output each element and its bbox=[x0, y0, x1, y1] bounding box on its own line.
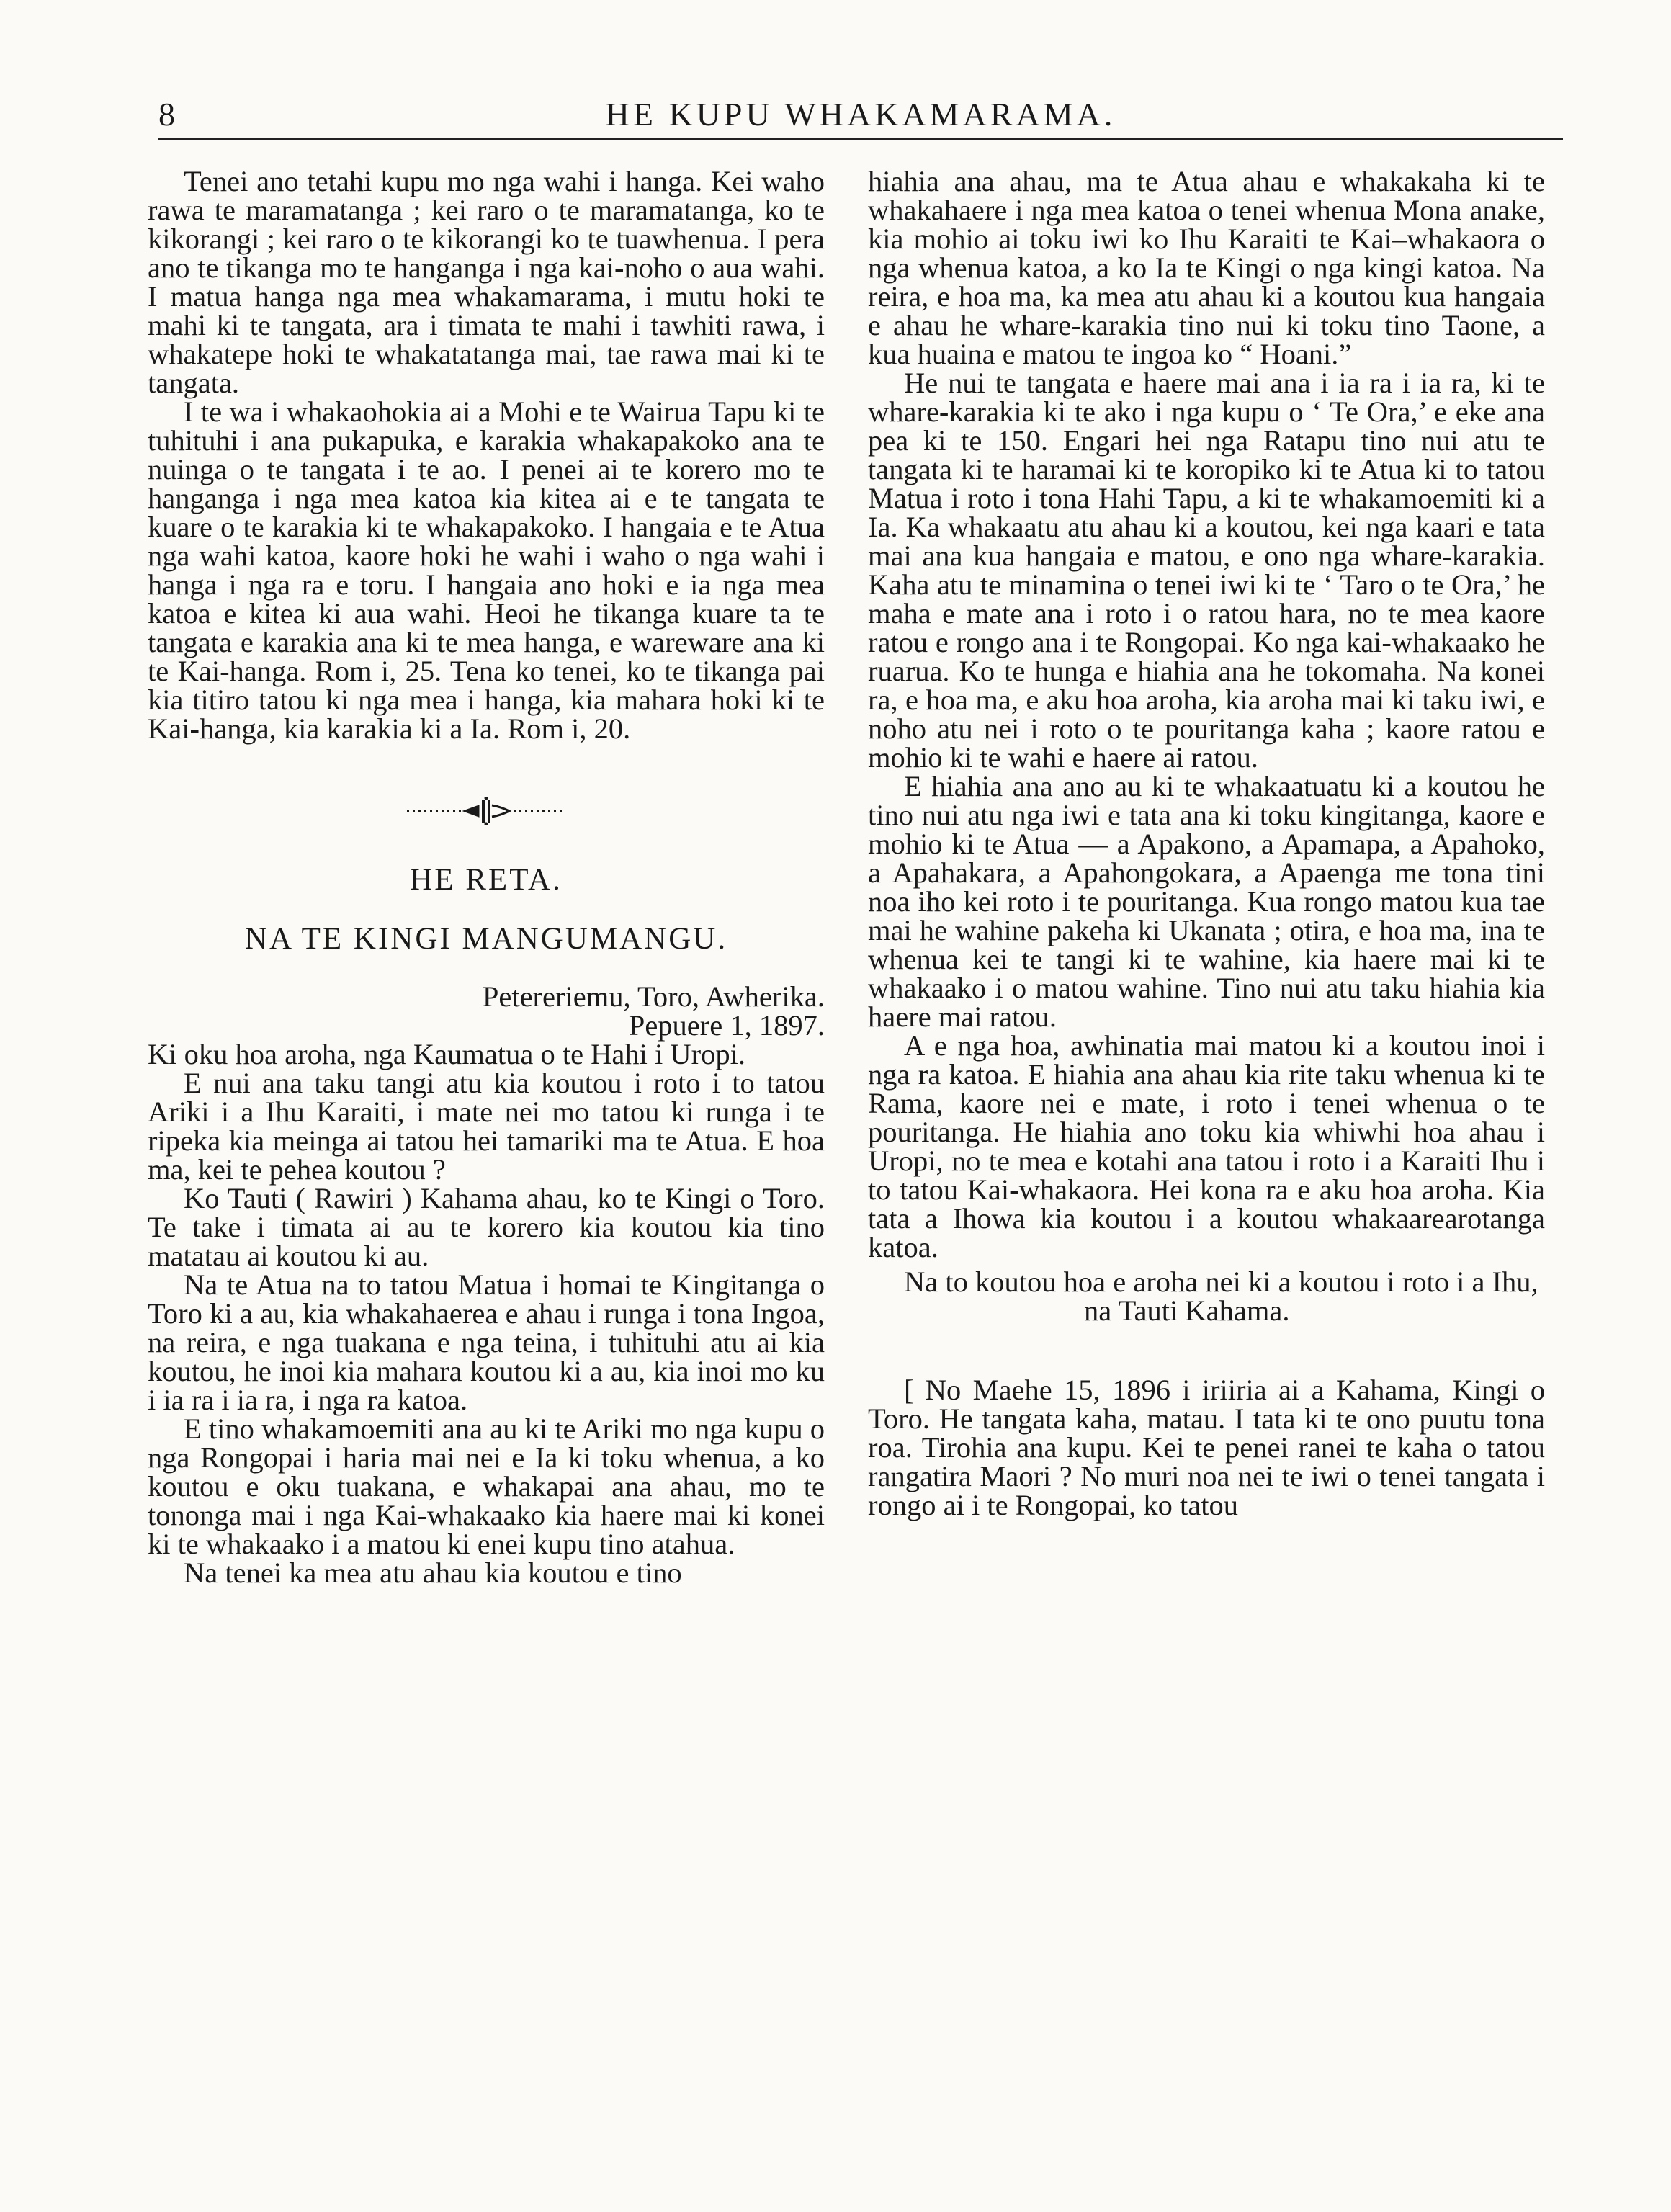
paragraph: E nui ana taku tangi atu kia koutou i roto i to tatou Ariki i a Ihu Karaiti, i mate nei mo tatou ki runga i te ripeka kia meinga ai tatou hei tamariki ma te Atua. E hoa ma, kei te pehea koutou ? bbox=[148, 1067, 825, 1186]
page-number: 8 bbox=[158, 96, 175, 133]
running-title: HE KUPU WHAKAMARAMA. bbox=[605, 96, 1116, 133]
paragraph: hiahia ana ahau, ma te Atua ahau e whakakaha ki te whakahaere i nga mea katoa o tenei whenua Mona anake, kia mohio ai toku iwi ko Ihu Karaiti te Kai–whakaora o nga whenua katoa, a ko Ia te Kingi o nga kingi katoa. Na reira, e hoa ma, ka mea atu ahau ki a koutou kua hangaia e ahau he whare-karakia tino nui ki toku tino Taone, a kua huaina e matou te ingoa ko “ Hoani.” bbox=[868, 165, 1545, 370]
section-heading: HE RETA. bbox=[410, 863, 563, 897]
fleuron-icon bbox=[407, 797, 565, 825]
ornament-divider bbox=[148, 797, 825, 825]
paragraph: E tino whakamoemiti ana au ki te Ariki mo nga kupu o nga Rongopai i haria mai nei e Ia ki toku whenua, a ko koutou e oku tuakana, e whakapai ana ahau, mo te tononga mai i nga Kai-whakaako kia haere mai ki konei ki te whakaako i a matou ki enei kupu tino atahua. bbox=[148, 1412, 825, 1560]
right-column bbox=[868, 167, 1545, 1520]
letter-place: Petereriemu, Toro, Awherika. bbox=[482, 980, 825, 1013]
paragraph: Na te Atua na to tatou Matua i homai te Kingitanga o Toro ki a au, kia whakahaerea e ahau i runga i tona Ingoa, na reira, e nga tuakana e nga teina, i tuhituhi atu ai kia koutou, he inoi kia mahara koutou ki a au, kia inoi mo ku i ia ra i ia ra, i nga ra katoa. bbox=[148, 1268, 825, 1416]
paragraph: Tenei ano tetahi kupu mo nga wahi i hanga. Kei waho rawa te maramatanga ; kei raro o te maramatanga, ko te kikorangi ; kei raro o te kikorangi ko te tuawhenua. I pera ano te tikanga mo te hanganga i nga kai-noho o aua wahi. I matua hanga nga mea whakamarama, i mutu hoki te mahi ki te tangata, ara i timata te mahi i tawhiti rawa, i whakatepe hoki te whakatatanga mai, tae rawa mai ki te tangata. bbox=[148, 165, 825, 399]
paragraph: A e nga hoa, awhinatia mai matou ki a koutou inoi i nga ra katoa. E hiahia ana ahau kia rite taku whenua ki te Rama, kaore nei e mate, i roto i tenei whenua o te pouritanga. He hiahia ano toku kia whiwhi hoa ahau i Uropi, no te mea e kotahi ana tatou i roto i a Karaiti Ihu i to tatou Kai-whakaora. Hei kona ra e aku hoa aroha. Kia tata a Ihowa kia koutou i a koutou whakaarearotanga katoa. bbox=[868, 1029, 1545, 1263]
letter-signoff: Na to koutou hoa e aroha nei ki a koutou i roto i a Ihu, bbox=[904, 1266, 1538, 1298]
page-header bbox=[158, 95, 1563, 140]
section-subheading: NA TE KINGI MANGUMANGU. bbox=[244, 922, 728, 956]
paragraph: I te wa i whakaohokia ai a Mohi e te Wairua Tapu ki te tuhituhi i ana pukapuka, e karakia whakapakoko ana te nuinga o te tangata i te ao. I penei ai te korero mo te hanganga i nga mea katoa kia kitea ai e te tangata te kuare o te karakia ki te whakapakoko. I hangaia e te Atua nga wahi katoa, kaore hoki he wahi i waho o nga wahi i hanga i nga ra e toru. I hangaia ano hoki e ia nga mea katoa e kitea ki aua wahi. Heoi he tikanga kuare ta te tangata e karakia ana ki te mea hanga, e wareware ana ki te Kai-hanga. Rom i, 25. Tena ko tenei, ko te tikanga pai kia titiro tatou ki nga mea i hanga, kia mahara hoki ki te Kai-hanga, kia karakia ki a Ia. Rom i, 20. bbox=[148, 395, 825, 745]
left-column bbox=[148, 167, 825, 1588]
paragraph: E hiahia ana ano au ki te whakaatuatu ki a koutou he tino nui atu nga iwi e tata ana ki toku kingitanga, kaore e mohio ki te Atua — a Apakono, a Apamapa, a Apahoko, a Apahakara, a Apahongokara, a Apaenga me tona tini noa iho kei roto i te pouritanga. Kua rongo matou kua tae mai he wahine pakeha ki Ukanata ; otira, e hoa ma, ina te whenua kei te tangi ki te wahine, kia haere mai ki te whakaako i o matou wahine. Tino nui atu taku hiahia kia haere mai ratou. bbox=[868, 770, 1545, 1033]
letter-salutation: Ki oku hoa aroha, nga Kaumatua o te Hahi i Uropi. bbox=[148, 1038, 746, 1070]
letter-date: Pepuere 1, 1897. bbox=[628, 1009, 825, 1042]
paragraph: He nui te tangata e haere mai ana i ia ra i ia ra, ki te whare-karakia ki te ako i nga kupu o ‘ Te Ora,’ e eke ana pea ki te 150. Engari hei nga Ratapu tino nui atu te tangata ki te haramai ki te koropiko ki te Atua ki to tatou Matua i roto i tona Hahi Tapu, a ki te whakamoemiti ki a Ia. Ka whakaatu atu ahau ki a koutou, kei nga kaari e tata mai ana kua hangaia e matou, e ono nga whare-karakia. Kaha atu te minamina o tenei iwi ki te ‘ Taro o te Ora,’ he maha e mate ana i roto i o ratou hara, no te mea kaore ratou e rongo ana i te Rongopai. Ko nga kai-whakaako he ruarua. Ko te hunga e hiahia ana he tokomaha. Na konei ra, e hoa ma, e aku hoa aroha, kia aroha mai ki taku iwi, e noho atu nei i roto o te pouritanga kaha ; kaore ratou e mohio ki te wahi e haere ai ratou. bbox=[868, 367, 1545, 774]
letter-signature: na Tauti Kahama. bbox=[1084, 1294, 1290, 1327]
paragraph: Ko Tauti ( Rawiri ) Kahama ahau, ko te Kingi o Toro. Te take i timata ai au te korero kia koutou kia tino matatau ai koutou ki au. bbox=[148, 1182, 825, 1272]
paragraph: Na tenei ka mea atu ahau kia koutou e tino bbox=[184, 1557, 682, 1589]
editorial-note: [ No Maehe 15, 1896 i iriiria ai a Kahama, Kingi o Toro. He tangata kaha, matau. I tata ki te ono puutu tona roa. Tirohia ana kupu. Kei te penei ranei te kaha o tatou rangatira Maori ? No muri noa nei te iwi o tenei tangata i rongo ai i te Rongopai, ko tatou bbox=[868, 1374, 1545, 1521]
